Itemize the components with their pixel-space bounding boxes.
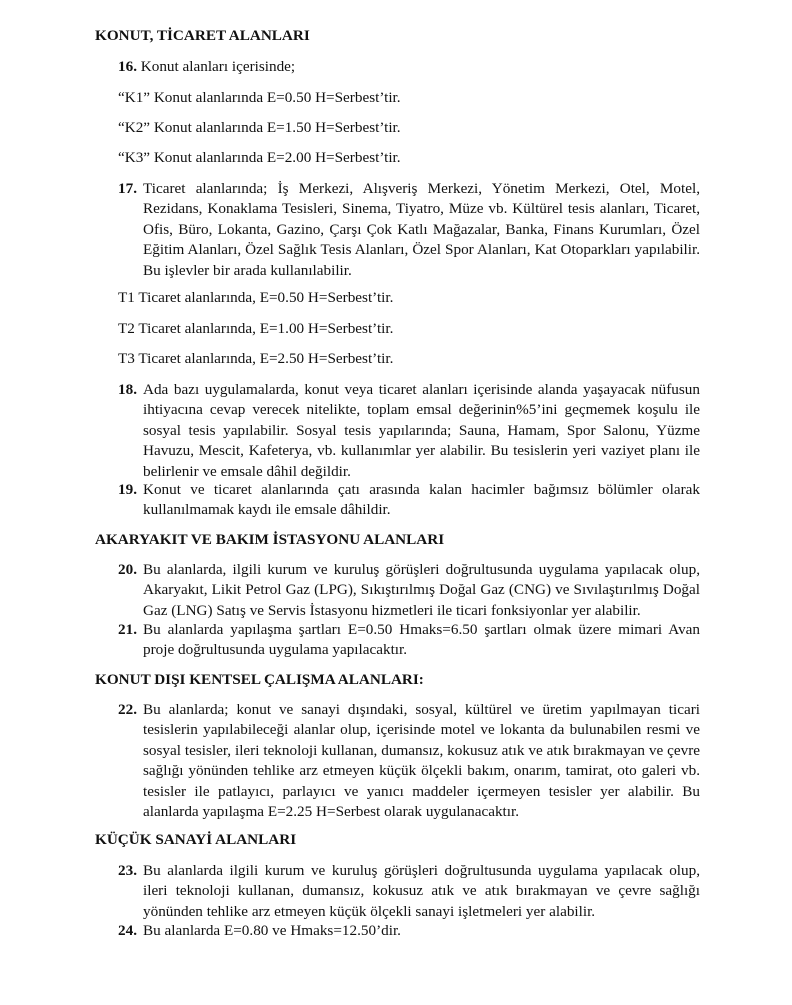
clause-22 xyxy=(118,700,700,822)
clause-text: Konut alanları içerisinde; xyxy=(140,58,296,75)
clause-24 xyxy=(118,921,700,941)
clause-text: Ada bazı uygulamalarda, konut veya ticaret alanları içerisinde alanda yaşayacak nüfusun ihtiyacına cevap verecek nitelikte, toplam emsal değerinin%5’ini geçmemek koşulu ile sosyal tesis yapılabilir. Sosyal tesis yapılarında; Sauna, Hamam, Spor Salonu, Yüzme Havuzu, Mescit, Kafeterya, vb. kullanımlar yer alabilir. Bu tesislerin yeri vaziyet planı ile belirlenir ve emsale dâhil değildir. xyxy=(143,381,700,480)
clause-number: 19. xyxy=(118,481,137,498)
clause-text: Bu alanlarda ilgili kurum ve kuruluş görüşleri doğrultusunda uygulama yapılacak olup, ileri teknoloji kullanan, dumansız, kokusuz atık ve atık bırakmayan ve çevre sağlığı yönünden tehlike arz etmeyen küçük ölçekli sanayi işletmeleri yer alabilir. xyxy=(143,862,700,920)
clause-23 xyxy=(118,861,700,922)
clause-text: Bu alanlarda yapılaşma şartları E=0.50 Hmaks=6.50 şartları olmak üzere mimari Avan proje doğrultusunda uygulama yapılacaktır. xyxy=(143,621,700,659)
clause-number: 20. xyxy=(118,561,137,578)
clause-text: Bu alanlarda, ilgili kurum ve kuruluş görüşleri doğrultusunda uygulama yapılacak olup, Akaryakıt, Likit Petrol Gaz (LPG), Sıkıştırılmış Doğal Gaz (CNG) ve Sıvılaştırılmış Doğal Gaz (LNG) Satış ve Servis İstasyonu hizmetleri ile ticari fonksiyonlar yer alabilir. xyxy=(143,561,700,619)
section-heading-konut-ticaret: KONUT, TİCARET ALANLARI xyxy=(95,27,310,44)
clause-number: 24. xyxy=(118,922,137,939)
clause-number: 16. xyxy=(118,58,137,75)
clause-text: Ticaret alanlarında; İş Merkezi, Alışveriş Merkezi, Yönetim Merkezi, Otel, Motel, Rezidans, Konaklama Tesisleri, Sinema, Tiyatro, Müze vb. Kültürel tesis alanları, Ticaret, Ofis, Büro, Lokanta, Gazino, Çarşı Çok Katlı Mağazalar, Banka, Finans Kurumları, Özel Eğitim Alanları, Özel Sağlık Tesis Alanları, Özel Spor Alanları, Kat Otoparkları yapılabilir. Bu işlevler bir arada kullanılabilir. xyxy=(143,180,700,279)
t1-rule: T1 Ticaret alanlarında, E=0.50 H=Serbest’tir. xyxy=(118,289,394,306)
clause-text: Konut ve ticaret alanlarında çatı arasında kalan hacimler bağımsız bölümler olarak kullanılmamak kaydı ile emsale dâhildir. xyxy=(143,481,700,519)
clause-number: 17. xyxy=(118,180,137,197)
clause-number: 22. xyxy=(118,701,137,718)
clause-20 xyxy=(118,560,700,621)
clause-19 xyxy=(118,480,700,521)
t2-rule: T2 Ticaret alanlarında, E=1.00 H=Serbest’tir. xyxy=(118,320,394,337)
section-heading-kucuk-sanayi: KÜÇÜK SANAYİ ALANLARI xyxy=(95,831,297,848)
section-heading-konut-disi: KONUT DIŞI KENTSEL ÇALIŞMA ALANLARI: xyxy=(95,671,424,688)
clause-16 xyxy=(118,58,295,76)
clause-number: 21. xyxy=(118,621,137,638)
t3-rule: T3 Ticaret alanlarında, E=2.50 H=Serbest’tir. xyxy=(118,350,394,367)
clause-text: Bu alanlarda; konut ve sanayi dışındaki, sosyal, kültürel ve üretim yapılmayan ticari tesislerin yapılabileceği alanlar olup, içerisinde motel ve lokanta da bulunabilen resmi ve sosyal tesisler, ileri teknoloji kullanan, dumansız, kokusuz atık ve atık bırakmayan ve çevre sağlığı yönünden tehlike arz etmeyen küçük ölçekli bakım, onarım, tamirat, oto galeri vb. tesisler ile patlayıcı, parlayıcı ve yanıcı maddeler içermeyen tesisler yer alabilir. Bu alanlarda yapılaşma E=2.25 H=Serbest olarak uygulanacaktır. xyxy=(143,701,700,821)
clause-number: 18. xyxy=(118,381,137,398)
k2-rule: “K2” Konut alanlarında E=1.50 H=Serbest’tir. xyxy=(118,119,401,136)
k3-rule: “K3” Konut alanlarında E=2.00 H=Serbest’tir. xyxy=(118,149,401,166)
section-heading-akaryakit: AKARYAKIT VE BAKIM İSTASYONU ALANLARI xyxy=(95,531,445,548)
k1-rule: “K1” Konut alanlarında E=0.50 H=Serbest’tir. xyxy=(118,89,401,106)
clause-text: Bu alanlarda E=0.80 ve Hmaks=12.50’dir. xyxy=(143,922,401,939)
clause-18 xyxy=(118,380,700,482)
clause-17 xyxy=(118,179,700,281)
clause-21 xyxy=(118,620,700,661)
clause-number: 23. xyxy=(118,862,137,879)
